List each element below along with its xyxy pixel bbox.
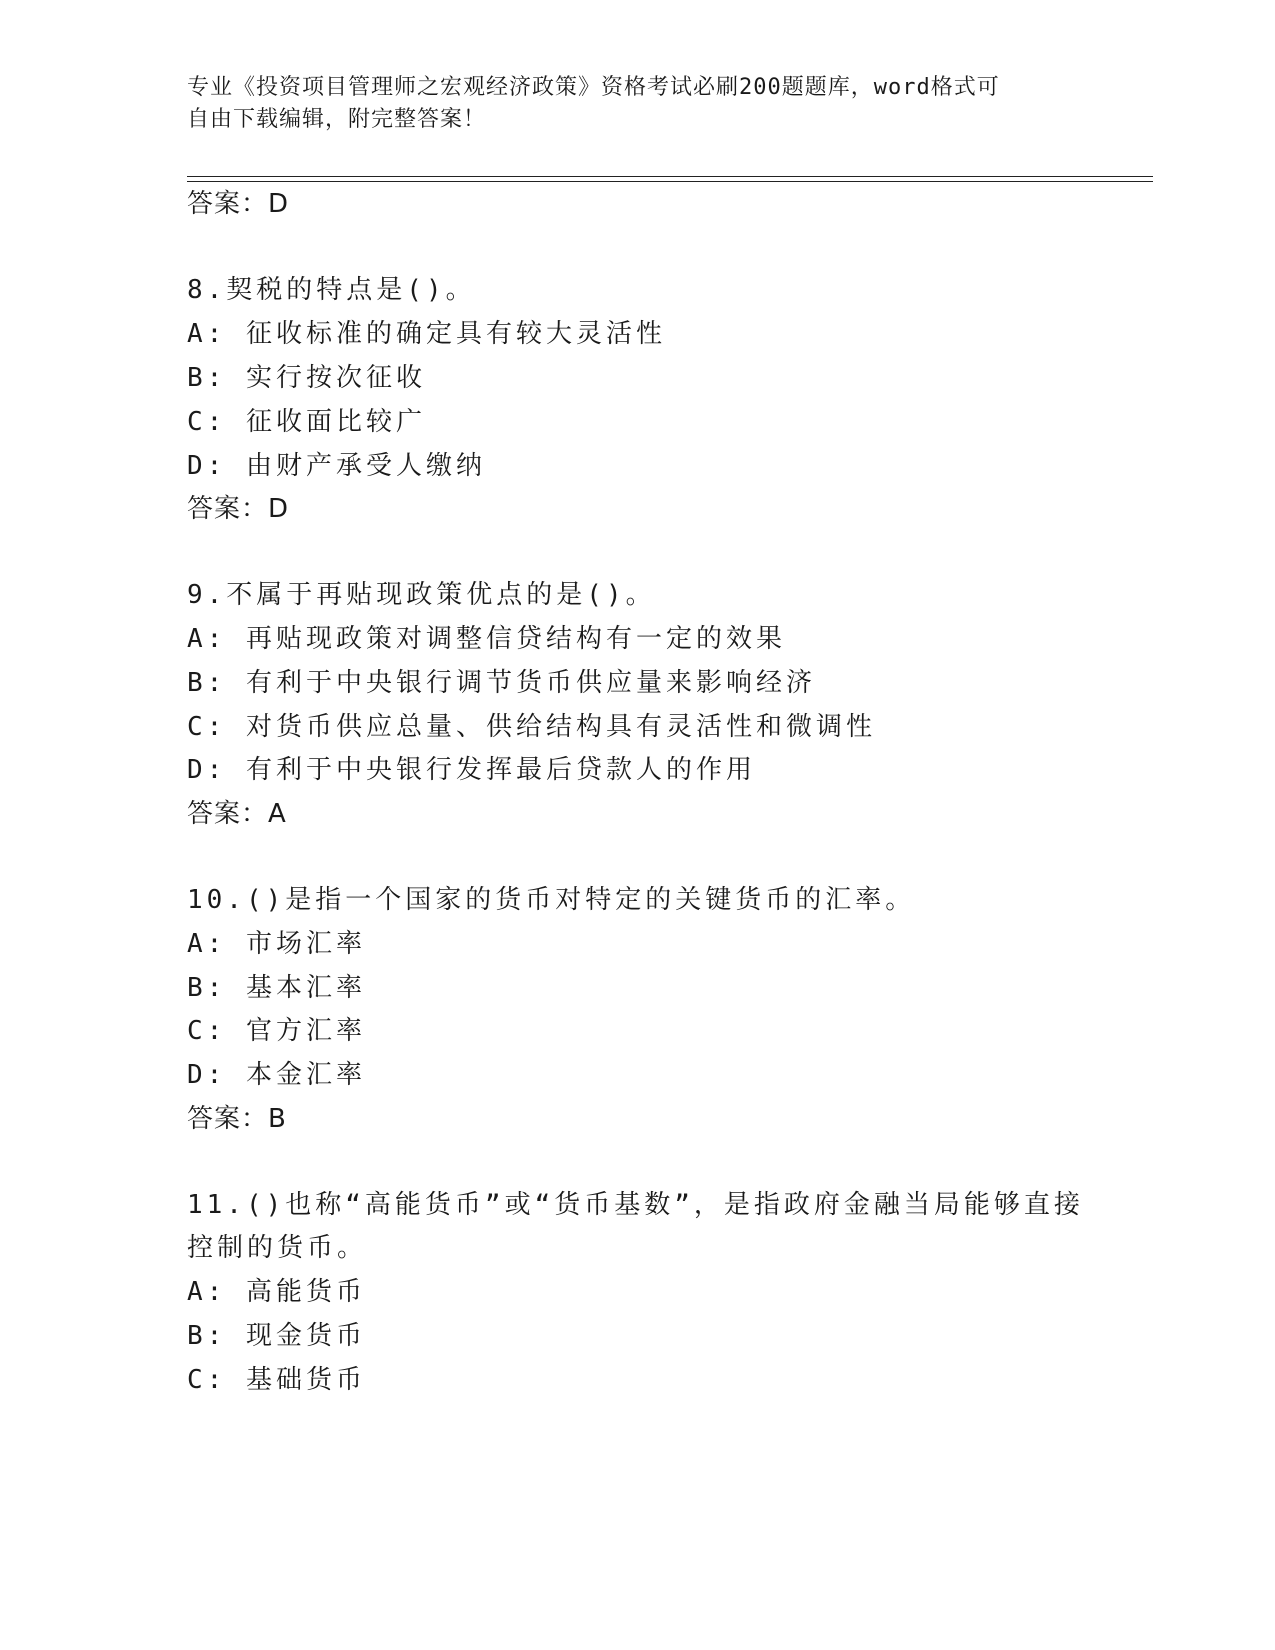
question-stem: 8.契税的特点是()。	[187, 275, 476, 305]
option-a: A: 高能货币	[187, 1277, 366, 1307]
question-stem-continued: 控制的货币。	[187, 1233, 368, 1263]
option-d: D: 由财产承受人缴纳	[187, 451, 486, 481]
option-b: B: 有利于中央银行调节货币供应量来影响经济	[187, 668, 816, 698]
option-c: C: 征收面比较广	[187, 407, 426, 437]
question-stem: 11.()也称“高能货币”或“货币基数”，是指政府金融当局能够直接	[187, 1190, 1084, 1220]
option-c: C: 基础货币	[187, 1365, 366, 1395]
option-b: B: 实行按次征收	[187, 363, 426, 393]
option-d: D: 本金汇率	[187, 1060, 366, 1090]
answer-line: 答案：D	[187, 189, 290, 219]
header-line-2: 自由下载编辑，附完整答案！	[187, 107, 487, 132]
option-a: A: 再贴现政策对调整信贷结构有一定的效果	[187, 624, 786, 654]
header-divider-top	[187, 176, 1153, 177]
header-line-1: 专业《投资项目管理师之宏观经济政策》资格考试必刷200题题库，word格式可	[187, 75, 1000, 100]
question-stem: 9.不属于再贴现政策优点的是()。	[187, 580, 656, 610]
option-c: C: 官方汇率	[187, 1016, 366, 1046]
option-a: A: 市场汇率	[187, 929, 366, 959]
option-b: B: 基本汇率	[187, 973, 366, 1003]
question-stem: 10.()是指一个国家的货币对特定的关键货币的汇率。	[187, 885, 916, 915]
answer-line: 答案：A	[187, 799, 287, 829]
option-b: B: 现金货币	[187, 1321, 366, 1351]
answer-line: 答案：B	[187, 1104, 287, 1134]
answer-line: 答案：D	[187, 494, 290, 524]
document-header	[187, 72, 1067, 136]
header-divider-bottom	[187, 181, 1153, 182]
option-d: D: 有利于中央银行发挥最后贷款人的作用	[187, 755, 756, 785]
option-c: C: 对货币供应总量、供给结构具有灵活性和微调性	[187, 712, 876, 742]
option-a: A: 征收标准的确定具有较大灵活性	[187, 319, 666, 349]
